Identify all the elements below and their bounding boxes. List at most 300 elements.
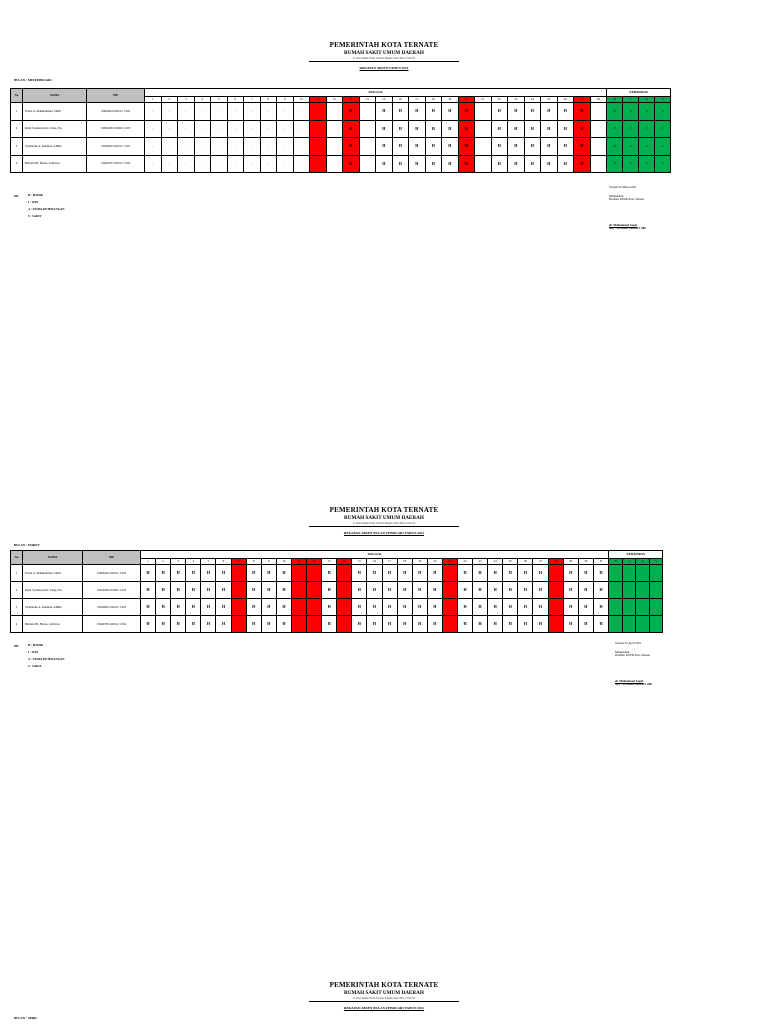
- day-header: 9: [277, 97, 294, 103]
- day-cell: H: [473, 616, 488, 633]
- day-header: 11: [291, 559, 306, 565]
- col-header-tanggal: TANGGAL: [145, 89, 607, 97]
- day-cell: H: [141, 616, 156, 633]
- day-cell: H: [524, 103, 541, 121]
- day-cell: H: [156, 616, 171, 633]
- table-row: [11, 616, 663, 633]
- day-header: 14: [359, 97, 376, 103]
- day-cell: H: [412, 565, 427, 582]
- signature-jabatan: Direktur RSUD Kota Ternate: [609, 197, 645, 202]
- col-header-nama: NAMA: [23, 89, 87, 103]
- kehadiran-cell: [622, 565, 636, 582]
- day-cell: H: [376, 120, 393, 138]
- kehadiran-cell: [649, 582, 663, 599]
- header-address: Jl. Jend. Ahmad Yani, Ternate Tengah (Telp. 0921) 3121015: [352, 997, 416, 1000]
- day-header: 3: [178, 97, 195, 103]
- day-cell: -: [293, 103, 310, 121]
- table-row: [11, 155, 671, 173]
- day-cell: H: [376, 138, 393, 156]
- day-cell: H: [171, 599, 186, 616]
- day-cell: -: [227, 155, 244, 173]
- day-cell: H: [427, 599, 442, 616]
- kehadiran-cell: [622, 599, 636, 616]
- day-cell: H: [352, 582, 367, 599]
- day-cell: H: [425, 138, 442, 156]
- day-cell: [590, 120, 607, 138]
- day-cell: -: [310, 138, 327, 156]
- kehadiran-cell: [622, 616, 636, 633]
- day-cell: -: [227, 138, 244, 156]
- day-cell: H: [533, 599, 548, 616]
- kehadiran-cell: 0: [623, 120, 639, 138]
- col-header-kehadiran: KEHADIRAN: [609, 551, 663, 559]
- day-header: 28: [548, 559, 563, 565]
- day-cell: [326, 103, 343, 121]
- day-cell: -: [244, 120, 261, 138]
- day-cell: H: [397, 616, 412, 633]
- header-divider: [309, 526, 459, 527]
- day-cell: -: [178, 155, 195, 173]
- day-cell: H: [412, 599, 427, 616]
- signature-name: dr. Muhammad Sagaf: [615, 678, 643, 683]
- day-cell: [337, 599, 352, 616]
- day-cell: H: [261, 616, 276, 633]
- day-header: 12: [326, 97, 343, 103]
- day-cell: H: [524, 155, 541, 173]
- day-cell: [548, 582, 563, 599]
- day-cell: H: [442, 138, 459, 156]
- day-cell: -: [293, 138, 310, 156]
- row-nip: 19940705 202012 1 004: [87, 155, 145, 173]
- day-cell: H: [593, 599, 609, 616]
- kehadiran-cell: [649, 565, 663, 582]
- day-cell: -: [277, 138, 294, 156]
- kehadiran-cell: [609, 582, 623, 599]
- day-cell: H: [216, 565, 231, 582]
- day-cell: [337, 565, 352, 582]
- signature-place-date: Ternate 01 April 2021: [615, 641, 642, 645]
- day-cell: H: [343, 103, 360, 121]
- day-cell: H: [593, 616, 609, 633]
- day-cell: H: [382, 599, 397, 616]
- day-header: 27: [533, 559, 548, 565]
- day-header: 21: [475, 97, 492, 103]
- legend-izin: I : IZIN: [28, 200, 39, 204]
- day-cell: H: [352, 599, 367, 616]
- day-cell: -: [277, 155, 294, 173]
- day-cell: H: [367, 582, 382, 599]
- day-cell: [231, 565, 246, 582]
- table-row: [11, 120, 671, 138]
- day-cell: -: [260, 138, 277, 156]
- day-header: 5: [211, 97, 228, 103]
- day-cell: H: [488, 616, 503, 633]
- day-cell: [307, 565, 322, 582]
- day-cell: H: [427, 582, 442, 599]
- table-row: [11, 103, 671, 121]
- day-cell: H: [397, 582, 412, 599]
- day-header: 8: [246, 559, 261, 565]
- day-cell: H: [246, 616, 261, 633]
- day-cell: -: [161, 155, 178, 173]
- day-cell: H: [524, 138, 541, 156]
- day-cell: H: [409, 103, 426, 121]
- day-cell: -: [277, 103, 294, 121]
- kehadiran-cell: 0: [655, 103, 671, 121]
- day-cell: H: [508, 103, 525, 121]
- day-header: 22: [457, 559, 472, 565]
- day-cell: H: [442, 103, 459, 121]
- day-header: 1: [145, 97, 162, 103]
- day-cell: -: [260, 103, 277, 121]
- rekap-title: REKAPAN ABSEN TAHUN 2021: [359, 66, 409, 70]
- day-cell: H: [458, 138, 475, 156]
- day-cell: H: [473, 565, 488, 582]
- day-cell: H: [458, 120, 475, 138]
- bulan-label: BULAN : APRIL: [14, 1016, 38, 1020]
- day-cell: H: [488, 565, 503, 582]
- day-header: 21: [442, 559, 457, 565]
- kehadiran-cell: 13: [607, 103, 623, 121]
- day-cell: H: [491, 120, 508, 138]
- row-no: 2: [11, 120, 23, 138]
- day-cell: -: [310, 155, 327, 173]
- legend-izin: I : IZIN: [28, 650, 39, 654]
- day-cell: -: [178, 138, 195, 156]
- day-cell: [326, 120, 343, 138]
- day-cell: H: [578, 582, 593, 599]
- header-title: PEMERINTAH KOTA TERNATE: [329, 506, 439, 514]
- day-cell: H: [343, 155, 360, 173]
- day-cell: H: [171, 565, 186, 582]
- day-cell: [307, 599, 322, 616]
- day-cell: H: [141, 599, 156, 616]
- day-cell: H: [557, 155, 574, 173]
- day-cell: H: [593, 582, 609, 599]
- day-cell: [475, 120, 492, 138]
- row-nama: Bahrain Hi. Hasan, A.Md.Gz: [23, 155, 87, 173]
- kehadiran-cell: 0: [655, 138, 671, 156]
- day-cell: H: [508, 120, 525, 138]
- header-subtitle: RUMAH SAKIT UMUM DAERAH: [344, 990, 424, 996]
- day-cell: H: [409, 155, 426, 173]
- day-cell: H: [425, 103, 442, 121]
- kehadiran-cell: [636, 616, 650, 633]
- day-header: 15: [352, 559, 367, 565]
- day-cell: [291, 565, 306, 582]
- day-header: 16: [392, 97, 409, 103]
- header-subtitle: RUMAH SAKIT UMUM DAERAH: [344, 50, 424, 56]
- day-cell: -: [310, 103, 327, 121]
- rekap-title: REKAPAN ABSEN BULAN FEBRUARI TAHUN 2021: [343, 1006, 425, 1010]
- day-cell: H: [574, 103, 591, 121]
- day-cell: H: [458, 155, 475, 173]
- day-cell: H: [457, 565, 472, 582]
- day-cell: H: [488, 599, 503, 616]
- day-cell: H: [578, 616, 593, 633]
- signature-mengetahui: Mengetahui: [609, 193, 624, 198]
- day-header: 13: [343, 97, 360, 103]
- day-cell: H: [541, 138, 558, 156]
- day-cell: H: [216, 616, 231, 633]
- day-cell: [442, 599, 457, 616]
- day-cell: H: [541, 120, 558, 138]
- day-cell: H: [276, 565, 291, 582]
- day-cell: H: [276, 616, 291, 633]
- day-header: 1: [141, 559, 156, 565]
- day-cell: -: [145, 103, 162, 121]
- day-header: 20: [427, 559, 442, 565]
- col-header-kehadiran: KEHADIRAN: [607, 89, 671, 97]
- kehadiran-cell: 0: [623, 103, 639, 121]
- row-nip: 19920206 201902 1 003: [87, 120, 145, 138]
- day-cell: H: [216, 582, 231, 599]
- day-header: 30: [578, 559, 593, 565]
- day-header: 15: [376, 97, 393, 103]
- day-cell: -: [244, 103, 261, 121]
- day-cell: H: [518, 582, 533, 599]
- day-cell: H: [563, 599, 578, 616]
- kehadiran-header: A: [639, 97, 655, 103]
- day-cell: -: [211, 120, 228, 138]
- day-cell: [326, 155, 343, 173]
- day-cell: H: [156, 565, 171, 582]
- kehadiran-cell: [636, 599, 650, 616]
- day-header: 28: [590, 97, 607, 103]
- row-nip: 19930605 202012 1 001: [87, 138, 145, 156]
- day-cell: H: [518, 599, 533, 616]
- day-header: 19: [442, 97, 459, 103]
- day-header: 14: [337, 559, 352, 565]
- day-cell: H: [409, 138, 426, 156]
- day-cell: H: [491, 138, 508, 156]
- legend-sakit: S : SAKIT: [28, 214, 42, 218]
- kehadiran-cell: 13: [607, 155, 623, 173]
- day-cell: [442, 565, 457, 582]
- day-cell: [337, 616, 352, 633]
- kehadiran-cell: [649, 599, 663, 616]
- kehadiran-cell: [609, 616, 623, 633]
- day-header: 24: [524, 97, 541, 103]
- kehadiran-cell: 0: [623, 138, 639, 156]
- day-cell: H: [473, 582, 488, 599]
- day-cell: H: [457, 616, 472, 633]
- col-header-no: No: [11, 551, 23, 565]
- row-no: 1: [11, 565, 23, 582]
- day-cell: H: [458, 103, 475, 121]
- day-cell: [359, 103, 376, 121]
- legend-sakit: S : SAKIT: [28, 664, 42, 668]
- day-header: 7: [244, 97, 261, 103]
- day-cell: H: [201, 599, 216, 616]
- day-cell: H: [425, 155, 442, 173]
- day-cell: [548, 599, 563, 616]
- day-header: 22: [491, 97, 508, 103]
- nb-label: NB: [14, 644, 19, 648]
- day-cell: [291, 599, 306, 616]
- day-cell: H: [425, 120, 442, 138]
- header-address: Jl. Jend. Ahmad Yani, Ternate Tengah (Telp. 0921) 3121015: [352, 57, 416, 60]
- kehadiran-cell: [636, 582, 650, 599]
- day-cell: H: [503, 582, 518, 599]
- day-cell: H: [367, 599, 382, 616]
- day-cell: [231, 582, 246, 599]
- day-cell: H: [156, 582, 171, 599]
- row-nama: Rizal Syamsuryadi, S.Kep, Ns.: [23, 582, 83, 599]
- day-header: 17: [382, 559, 397, 565]
- day-cell: H: [557, 120, 574, 138]
- kehadiran-header: A: [636, 559, 650, 565]
- day-header: 29: [563, 559, 578, 565]
- legend-hadir: H : HADIR: [28, 643, 43, 647]
- day-header: 23: [473, 559, 488, 565]
- day-cell: H: [392, 155, 409, 173]
- kehadiran-header: H: [607, 97, 623, 103]
- kehadiran-cell: [609, 599, 623, 616]
- day-header: 17: [409, 97, 426, 103]
- day-cell: H: [186, 582, 201, 599]
- day-cell: H: [508, 138, 525, 156]
- day-cell: H: [578, 599, 593, 616]
- day-cell: H: [261, 599, 276, 616]
- day-cell: H: [382, 565, 397, 582]
- day-cell: -: [211, 138, 228, 156]
- day-cell: H: [442, 155, 459, 173]
- day-cell: H: [533, 616, 548, 633]
- day-cell: [359, 155, 376, 173]
- day-cell: [590, 155, 607, 173]
- day-cell: H: [261, 565, 276, 582]
- day-cell: H: [276, 582, 291, 599]
- day-header: 25: [541, 97, 558, 103]
- row-nama: Syahbudin A. Rahman, AMKL: [23, 599, 83, 616]
- day-header: 18: [425, 97, 442, 103]
- day-cell: H: [261, 582, 276, 599]
- day-cell: H: [186, 565, 201, 582]
- day-cell: H: [563, 616, 578, 633]
- day-header: 25: [503, 559, 518, 565]
- day-cell: H: [503, 599, 518, 616]
- day-cell: H: [322, 616, 337, 633]
- day-cell: H: [412, 582, 427, 599]
- day-cell: -: [194, 103, 211, 121]
- kehadiran-cell: 13: [607, 138, 623, 156]
- day-cell: H: [409, 120, 426, 138]
- day-cell: H: [201, 582, 216, 599]
- day-cell: H: [382, 582, 397, 599]
- day-header: 19: [412, 559, 427, 565]
- kehadiran-cell: 0: [623, 155, 639, 173]
- day-cell: H: [322, 565, 337, 582]
- day-cell: H: [352, 616, 367, 633]
- day-cell: H: [574, 120, 591, 138]
- legend-tanpa-keterangan: A : TANPA KETERANGAN: [28, 657, 65, 661]
- day-cell: H: [563, 582, 578, 599]
- day-cell: H: [246, 582, 261, 599]
- signature-mengetahui: Mengetahui: [615, 649, 630, 654]
- day-header: 9: [261, 559, 276, 565]
- row-no: 1: [11, 103, 23, 121]
- row-nama: Faisal A. Mahmudmud, SKM: [23, 103, 87, 121]
- row-nama: Syahbudin A. Rahman, AMKL: [23, 138, 87, 156]
- col-header-nip: NIP: [87, 89, 145, 103]
- day-cell: H: [457, 582, 472, 599]
- day-cell: [590, 103, 607, 121]
- signature-nip: NIP : 19790607 200430 1 008: [609, 226, 646, 231]
- day-header: 11: [310, 97, 327, 103]
- day-cell: H: [367, 616, 382, 633]
- day-cell: H: [491, 155, 508, 173]
- day-cell: [475, 103, 492, 121]
- day-cell: H: [343, 120, 360, 138]
- day-cell: [475, 155, 492, 173]
- day-cell: -: [194, 155, 211, 173]
- col-header-nama: NAMA: [23, 551, 83, 565]
- day-cell: H: [246, 565, 261, 582]
- row-no: 3: [11, 599, 23, 616]
- day-cell: [307, 582, 322, 599]
- day-cell: H: [201, 616, 216, 633]
- day-cell: H: [343, 138, 360, 156]
- day-cell: [307, 616, 322, 633]
- kehadiran-cell: 0: [639, 138, 655, 156]
- day-cell: -: [145, 138, 162, 156]
- day-cell: H: [392, 103, 409, 121]
- row-nama: Bahrain Hi. Hasan, A.Md.Gz: [23, 616, 83, 633]
- signature-block: [609, 186, 646, 231]
- row-nama: Faisal A. Mahmudmud, SKM: [23, 565, 83, 582]
- day-cell: -: [293, 155, 310, 173]
- nb-label: NB: [14, 194, 19, 198]
- header-title: PEMERINTAH KOTA TERNATE: [329, 981, 439, 989]
- day-header: 12: [307, 559, 322, 565]
- col-header-no: No: [11, 89, 23, 103]
- day-cell: -: [310, 120, 327, 138]
- day-cell: H: [574, 138, 591, 156]
- day-cell: H: [578, 565, 593, 582]
- kehadiran-header: S: [649, 559, 663, 565]
- day-cell: [337, 582, 352, 599]
- day-cell: [291, 616, 306, 633]
- day-cell: H: [141, 565, 156, 582]
- day-cell: H: [397, 599, 412, 616]
- kehadiran-header: H: [609, 559, 623, 565]
- day-cell: H: [186, 599, 201, 616]
- day-cell: [475, 138, 492, 156]
- day-cell: H: [503, 616, 518, 633]
- day-cell: [359, 120, 376, 138]
- kehadiran-header: I: [622, 559, 636, 565]
- day-cell: -: [194, 138, 211, 156]
- day-cell: [442, 616, 457, 633]
- day-cell: H: [533, 565, 548, 582]
- day-cell: H: [392, 120, 409, 138]
- day-header: 26: [557, 97, 574, 103]
- kehadiran-cell: [622, 582, 636, 599]
- day-cell: H: [201, 565, 216, 582]
- col-header-tanggal: TANGGAL: [141, 551, 609, 559]
- day-cell: -: [211, 155, 228, 173]
- col-header-nip: NIP: [83, 551, 141, 565]
- day-cell: H: [508, 155, 525, 173]
- day-cell: -: [161, 120, 178, 138]
- day-cell: H: [557, 103, 574, 121]
- header-address: Jl. Jend. Ahmad Yani, Ternate Tengah (Telp. 0921) 3121015: [352, 522, 416, 525]
- kehadiran-cell: 0: [639, 155, 655, 173]
- legend-hadir: H : HADIR: [28, 193, 43, 197]
- day-cell: H: [574, 155, 591, 173]
- day-cell: -: [145, 120, 162, 138]
